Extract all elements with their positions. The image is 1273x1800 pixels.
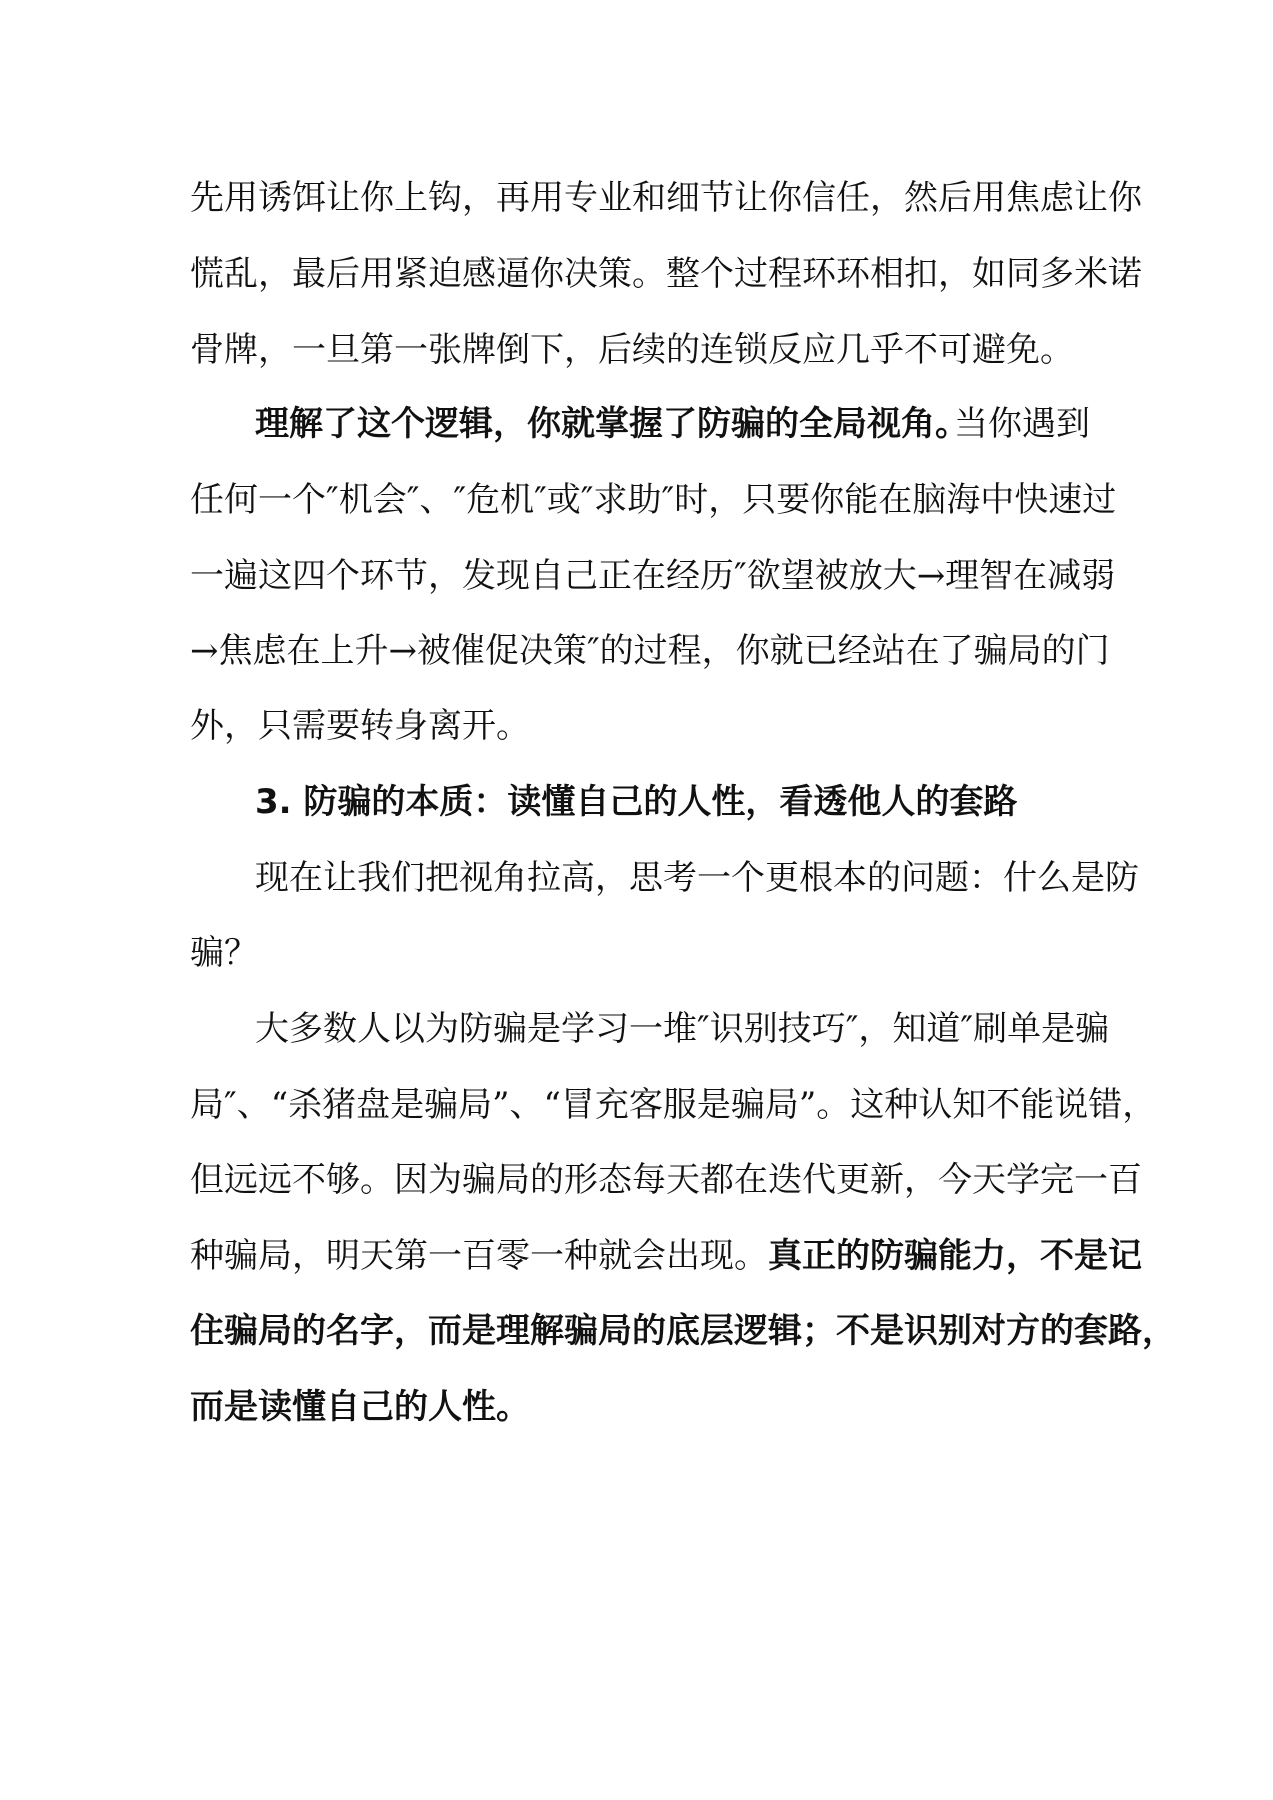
paragraph-4-line-5: 住骗局的名字，而是理解骗局的底层逻辑；不是识别对方的套路， xyxy=(190,1311,1176,1351)
paragraph-2-line-4: →焦虑在上升→被催促决策″的过程，你就已经站在了骗局的门 xyxy=(190,631,1110,671)
paragraph-2-line-5: 外，只需要转身离开。 xyxy=(190,706,530,746)
paragraph-4-line-2: 局″、“杀猪盘是骗局”、“冒充客服是骗局”。这种认知不能说错， xyxy=(190,1085,1157,1125)
paragraph-2-line-2: 任何一个″机会″、″危机″或″求助″时，只要你能在脑海中快速过 xyxy=(190,480,1117,520)
paragraph-1-line-3: 骨牌，一旦第一张牌倒下，后续的连锁反应几乎不可避免。 xyxy=(190,330,1074,370)
paragraph-1-line-1: 先用诱饵让你上钩，再用专业和细节让你信任，然后用焦虑让你 xyxy=(190,178,1142,218)
paragraph-2-line-1 xyxy=(255,394,1090,454)
paragraph-4-line-1: 大多数人以为防骗是学习一堆″识别技巧″，知道″刷单是骗 xyxy=(255,1009,1110,1049)
paragraph-3-line-2: 骗？ xyxy=(190,933,258,973)
paragraph-4-line-3: 但远远不够。因为骗局的形态每天都在迭代更新，今天学完一百 xyxy=(190,1160,1142,1200)
paragraph-4-line-4-bold: 真正的防骗能力，不是记 xyxy=(768,1236,1142,1276)
paragraph-4-line-4 xyxy=(190,1226,1142,1286)
paragraph-1-line-2: 慌乱，最后用紧迫感逼你决策。整个过程环环相扣，如同多米诺 xyxy=(190,254,1142,294)
paragraph-2-bold-lead: 理解了这个逻辑，你就掌握了防骗的全局视角。 xyxy=(255,404,969,444)
paragraph-2-line-3: 一遍这四个环节，发现自己正在经历″欲望被放大→理智在减弱 xyxy=(190,556,1116,596)
section-heading: 3. 防骗的本质：读懂自己的人性，看透他人的套路 xyxy=(255,782,1018,822)
paragraph-4-line-4-plain: 种骗局，明天第一百零一种就会出现。 xyxy=(190,1236,768,1276)
paragraph-3-line-1: 现在让我们把视角拉高，思考一个更根本的问题：什么是防 xyxy=(255,858,1139,898)
paragraph-4-line-6: 而是读懂自己的人性。 xyxy=(190,1387,530,1427)
paragraph-2-lead-rest: 当你遇到 xyxy=(954,404,1090,444)
